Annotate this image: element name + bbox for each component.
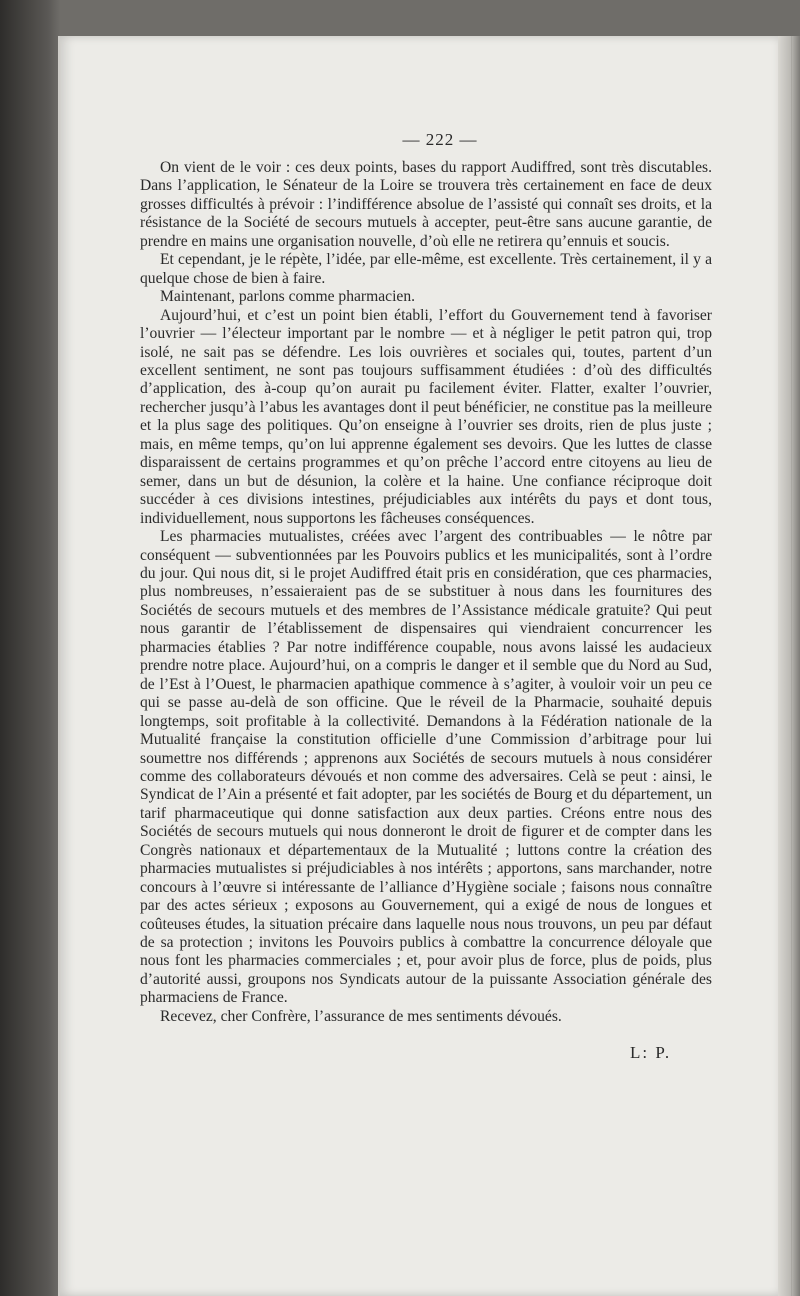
paragraph-1: On vient de le voir : ces deux points, bases du rapport Audiffred, sont très discutables. Dans l’application, le Sénateur de la Loire se trouvera très certainement en face de deux grosses difficultés à prévoir : l’indifférence absolue de l’assisté qui connaît ses droits, et la résistance de la Société de secours mutuels à accepter, peut-être sans aucune garantie, de prendre en mains une organisation nouvelle, d’où elle ne retirera qu’ennuis et soucis. (140, 159, 712, 250)
paragraph-5: Les pharmacies mutualistes, créées avec l’argent des contribuables — le nôtre par conséquent — subventionnées par les Pouvoirs publics et les municipalités, sont à l’ordre du jour. Qui nous dit, si le projet Audiffred était pris en considération, que ces pharmacies, plus nombreuses, n’essaieraient pas de se substituer à nous dans les fournitures des Sociétés de secours mutuels et des membres de l’Assistance médicale gratuite? Qui peut nous garantir de l’établissement de dispensaires qui viendraient concurrencer les pharmacies établies ? Par notre indifférence coupable, nous avons laissé les audacieux prendre notre place. Aujourd’hui, on a compris le danger et il semble que du Nord au Sud, de l’Est à l’Ouest, le pharmacien apathique commence à s’agiter, à vouloir voir un peu ce qui se passe au-delà de son officine. Que le réveil de la Pharmacie, souhaité depuis longtemps, soit profitable à la collectivité. Demandons à la Fédération nationale de la Mutualité française la constitution officielle d’une Commission d’arbitrage pour lui soumettre nos différends ; apprenons aux Sociétés de secours mutuels à nous considérer comme des collaborateurs dévoués et non comme des adversaires. Celà se peut : ainsi, le Syndicat de l’Ain a présenté et fait adopter, par les sociétés de Bourg et du département, un tarif pharmaceutique qui donne satisfaction aux deux parties. Créons entre nous des Sociétés de secours mutuels qui nous donneront le droit de figurer et de compter dans les Congrès nationaux et départementaux de la Mutualité ; luttons contre la création des pharmacies mutualistes si préjudiciables à nos intérêts ; apportons, sans marchander, notre concours à l’œuvre si intéressante de l’alliance d’Hygiène sociale ; faisons nous connaître par des actes sérieux ; exposons au Gouvernement, qui a exigé de nous de longues et coûteuses études, la situation précaire dans laquelle nous nous trouvons, un peu par défaut de sa protection ; invitons les Pouvoirs publics à combattre la concurrence déloyale que nous font les pharmacies commerciales ; et, pour avoir plus de force, plus de poids, plus d’autorité aussi, groupons nos Syndicats autour de la puissante Association générale des pharmaciens de France. (140, 528, 712, 1007)
paragraph-2: Et cependant, je le répète, l’idée, par elle-même, est excellente. Très certainement, il y a quelque chose de bien à faire. (140, 251, 712, 287)
paragraph-6: Recevez, cher Confrère, l’assurance de mes sentiments dévoués. (160, 1007, 562, 1025)
page-edge (778, 36, 800, 1296)
paragraph-4: Aujourd’hui, et c’est un point bien établi, l’effort du Gouvernement tend à favoriser l’ouvrier — l’électeur important par le nombre — et à négliger le petit patron qui, trop isolé, ne sait pas se défendre. Les lois ouvrières et sociales qui, toutes, partent d’un excellent sentiment, ne sont pas toujours suffisamment étudiées : d’où des difficultés d’application, des à-coup qu’on aurait pu facilement éviter. Flatter, exalter l’ouvrier, rechercher jusqu’à l’abus les avantages dont il peut bénéficier, ne constitue pas la meilleure et la plus sage des politiques. Qu’on enseigne à l’ouvrier ses droits, rien de plus juste ; mais, en même temps, qu’on lui apprenne également ses devoirs. Que les luttes de classe disparaissent de certains programmes et qu’on prêche l’accord entre citoyens au lieu de semer, dans un but de désunion, la colère et la haine. Une confiance réciproque doit succéder à ces divisions intestines, préjudiciables aux intérêts du pays et dont tous, individuellement, nous supportons les fâcheuses conséquences. (140, 306, 712, 527)
signature: L: P. (630, 1043, 672, 1062)
body-text (140, 132, 712, 1026)
page-number: — 222 — (402, 130, 478, 149)
paragraph-3: Maintenant, parlons comme pharmacien. (160, 288, 416, 306)
page-edge-line (791, 36, 792, 1296)
